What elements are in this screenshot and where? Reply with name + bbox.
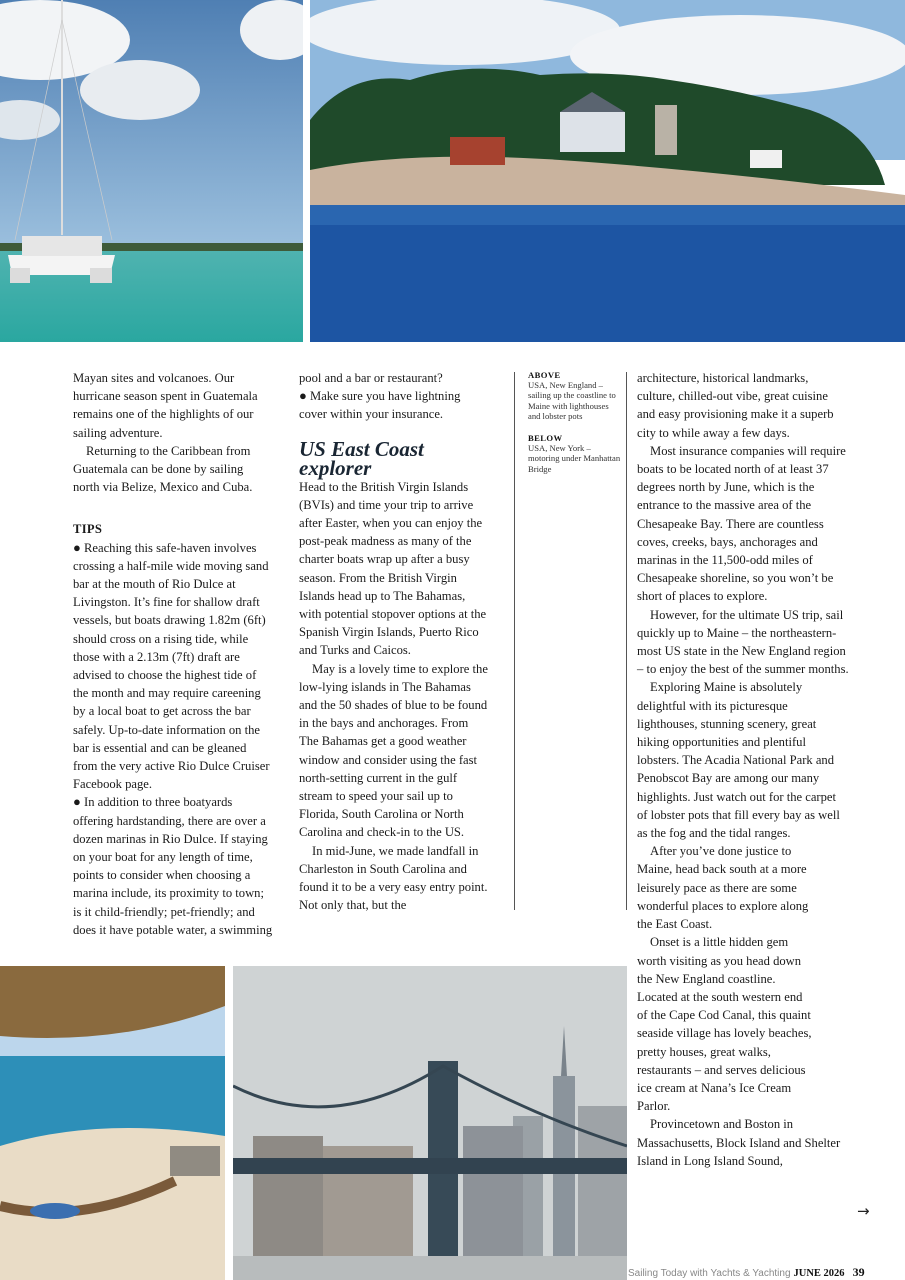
issue-date: JUNE 2026 xyxy=(793,1268,845,1279)
manhattan-bridge-photo xyxy=(233,966,627,1280)
body-paragraph: After you’ve done justice to Maine, head back south at a more leisurely pace as there are some wonderful places to explore along the East Coast. xyxy=(637,844,809,932)
bullet-icon: ● xyxy=(299,388,307,404)
body-paragraph: Onset is a little hidden gem worth visiting as you head down the New England coastline. Located at the south western end of the Cape Cod Canal, this quaint seaside village has lovely beaches, pretty houses, great walks, restaurants – and serves delicious ice cream at Nana’s Ice Cream Parlor. xyxy=(637,935,812,1114)
caption-text: USA, New England – sailing up the coastline to Maine with lighthouses and lobster pots xyxy=(528,380,616,421)
body-paragraph: However, for the ultimate US trip, sail quickly up to Maine – the northeastern-most US state in the New England region – to enjoy the best of the summer months. xyxy=(637,607,849,677)
magazine-name: Sailing Today with Yachts & Yachting xyxy=(628,1268,791,1279)
section-heading: US East Coast explorer xyxy=(299,436,424,480)
column-4 xyxy=(637,369,849,1170)
body-paragraph: Provincetown and Boston in Massachusetts, Block Island and Shelter Island in Long Island Sound, xyxy=(637,1117,841,1168)
body-paragraph: Head to the British Virgin Islands (BVIs) and time your trip to arrive after Easter, when you can enjoy the post-peak madness as many of the charter boats wrap up after a busy season. From the British Virgin Islands head up to The Bahamas, with potential stopover options at the Spanish Virgin Islands, Puerto Rico and Turks and Caicos. xyxy=(299,479,487,658)
tips-heading: TIPS xyxy=(73,522,103,537)
column-2 xyxy=(299,369,489,914)
column-1 xyxy=(73,369,273,939)
hammock-beach-photo xyxy=(0,966,225,1280)
caption-label: ABOVE xyxy=(528,370,561,380)
tip-item xyxy=(73,539,273,794)
body-paragraph: Returning to the Caribbean from Guatemala can be done by sailing north via Belize, Mexico and Cuba. xyxy=(73,443,253,495)
photo-captions xyxy=(528,370,623,486)
caption-below xyxy=(528,433,623,474)
catamaran-photo xyxy=(0,0,303,342)
caption-divider-left xyxy=(514,372,515,910)
body-paragraph: Most insurance companies will require boats to be located north of at least 37 degrees north by June, which is the entrance to the massive area of the Chesapeake Bay. There are countless coves, creeks, bays, anchorages and marinas in the 11,500-odd miles of Chesapeake shoreline, so you won’t be short of places to explore. xyxy=(637,443,846,604)
tip-text: In addition to three boatyards offering hardstanding, there are over a dozen marinas in Rio Dulce. If staying on your boat for any length of time, points to consider when choosing a marina include, its proximity to town; is it child-friendly; pet-friendly; and does it have potable water, a swimming xyxy=(73,795,273,937)
page-number: 39 xyxy=(852,1265,865,1279)
caption-divider-right xyxy=(626,372,627,910)
body-paragraph: pool and a bar or restaurant? xyxy=(299,371,443,385)
tip-text: Reaching this safe-haven involves crossing a half-mile wide moving sand bar at the mouth of Rio Dulce at Livingston. It’s fine for shallow draft vessels, but boats drawing 1.82m (6ft) should cross on a rising tide, while those with a 2.13m (7ft) draft are advised to choose the highest tide of the month and may require careening by a local boat to get across the bar safely. Up-to-date information on the bar is essential and can be gleaned from the very active Rio Dulce Cruiser Facebook page. xyxy=(73,540,270,792)
page-footer xyxy=(628,1265,865,1280)
caption-text: USA, New York – motoring under Manhattan Bridge xyxy=(528,443,621,474)
caption-label: BELOW xyxy=(528,433,563,444)
body-paragraph: May is a lovely time to explore the low-lying islands in The Bahamas and the 50 shades of blue to be found in the bays and anchorages. From The Bahamas get a good weather window and consider using the fast north-setting current in the gulf stream to speed your sail up to Florida, South Carolina or North Carolina and check-in to the US. xyxy=(299,661,488,840)
body-paragraph: Mayan sites and volcanoes. Our hurricane season spent in Guatemala remains one of the highlights of our sailing adventure. xyxy=(73,371,258,440)
tip-item xyxy=(299,387,489,423)
bullet-icon: ● xyxy=(73,539,81,555)
tip-item xyxy=(73,793,273,939)
continue-arrow-icon: → xyxy=(857,1202,870,1220)
caption-above xyxy=(528,370,623,421)
body-paragraph: In mid-June, we made landfall in Charleston in South Carolina and found it to be a very easy entry point. Not only that, but the xyxy=(299,843,488,913)
body-paragraph: architecture, historical landmarks, culture, chilled-out vibe, great cuisine and easy provisioning make it a superb city to while away a few days. xyxy=(637,371,834,440)
bullet-icon: ● xyxy=(73,794,81,810)
tip-text: Make sure you have lightning cover within your insurance. xyxy=(299,389,461,422)
maine-lighthouse-photo xyxy=(310,0,905,342)
body-paragraph: Exploring Maine is absolutely delightful with its picturesque lighthouses, stunning scenery, great hiking opportunities and plentiful lobsters. The Acadia National Park and Penobscot Bay are among our many highlights. Just watch out for the carpet of lobster pots that fill every bay as well as the fog and the tidal ranges. xyxy=(637,680,840,841)
